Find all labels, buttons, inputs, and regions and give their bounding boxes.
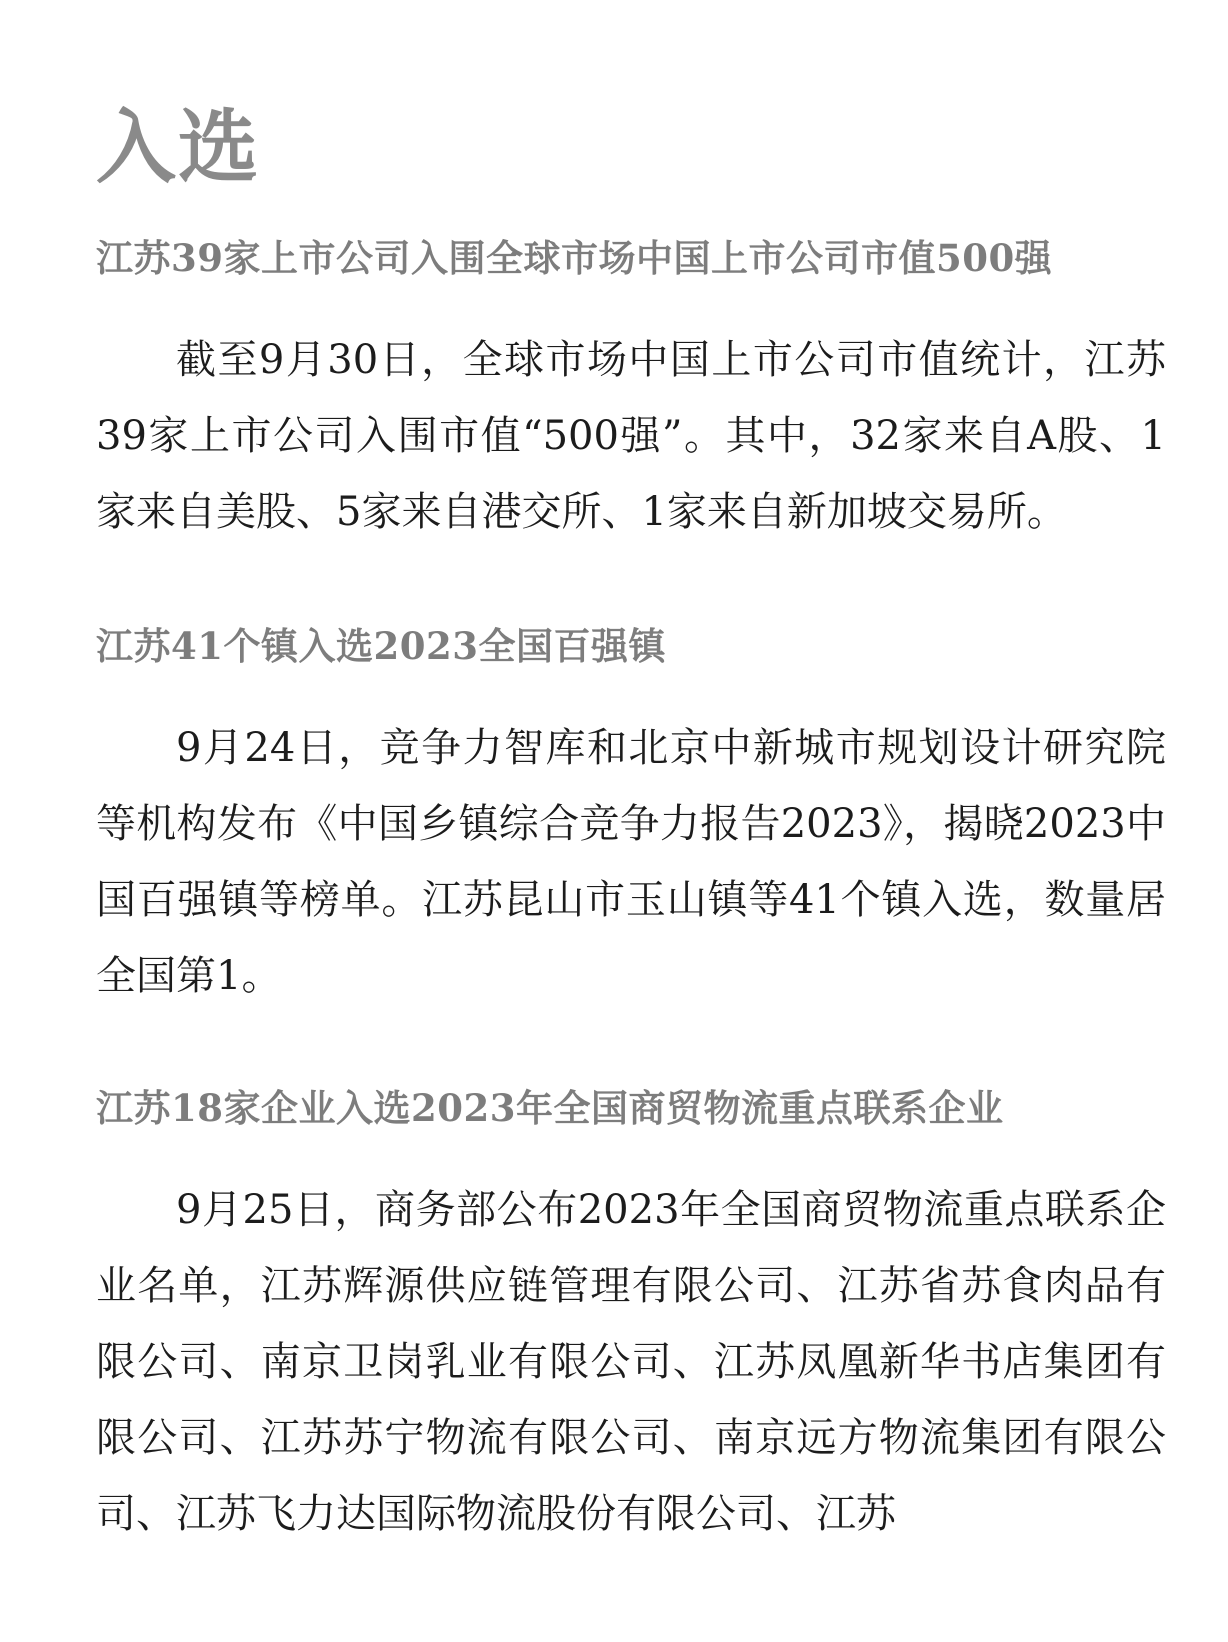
article-body: 9月25日，商务部公布2023年全国商贸物流重点联系企业名单，江苏辉源供应链管理有限公司、江苏省苏食肉品有限公司、南京卫岗乳业有限公司、江苏凤凰新华书店集团有限公司、江苏苏宁物流有限公司、南京远方物流集团有限公司、江苏飞力达国际物流股份有限公司、江苏: [96, 1187, 1166, 1537]
article-headline: 江苏41个镇入选2023全国百强镇: [96, 624, 666, 668]
article-headline: 江苏18家企业入选2023年全国商贸物流重点联系企业: [96, 1086, 1004, 1130]
article-headline: 江苏39家上市公司入围全球市场中国上市公司市值500强: [96, 236, 1053, 280]
article-3: [96, 1082, 1166, 1552]
section-title: 入选: [96, 101, 260, 194]
article-body: 9月24日，竞争力智库和北京中新城市规划设计研究院等机构发布《中国乡镇综合竞争力报告2023》，揭晓2023中国百强镇等榜单。江苏昆山市玉山镇等41个镇入选，数量居全国第1。: [96, 725, 1166, 999]
article-body: 截至9月30日，全球市场中国上市公司市值统计，江苏39家上市公司入围市值“500强”。其中，32家来自A股、1家来自美股、5家来自港交所、1家来自新加坡交易所。: [96, 337, 1166, 535]
article-2: [96, 620, 1166, 1014]
article-1: [96, 232, 1166, 550]
